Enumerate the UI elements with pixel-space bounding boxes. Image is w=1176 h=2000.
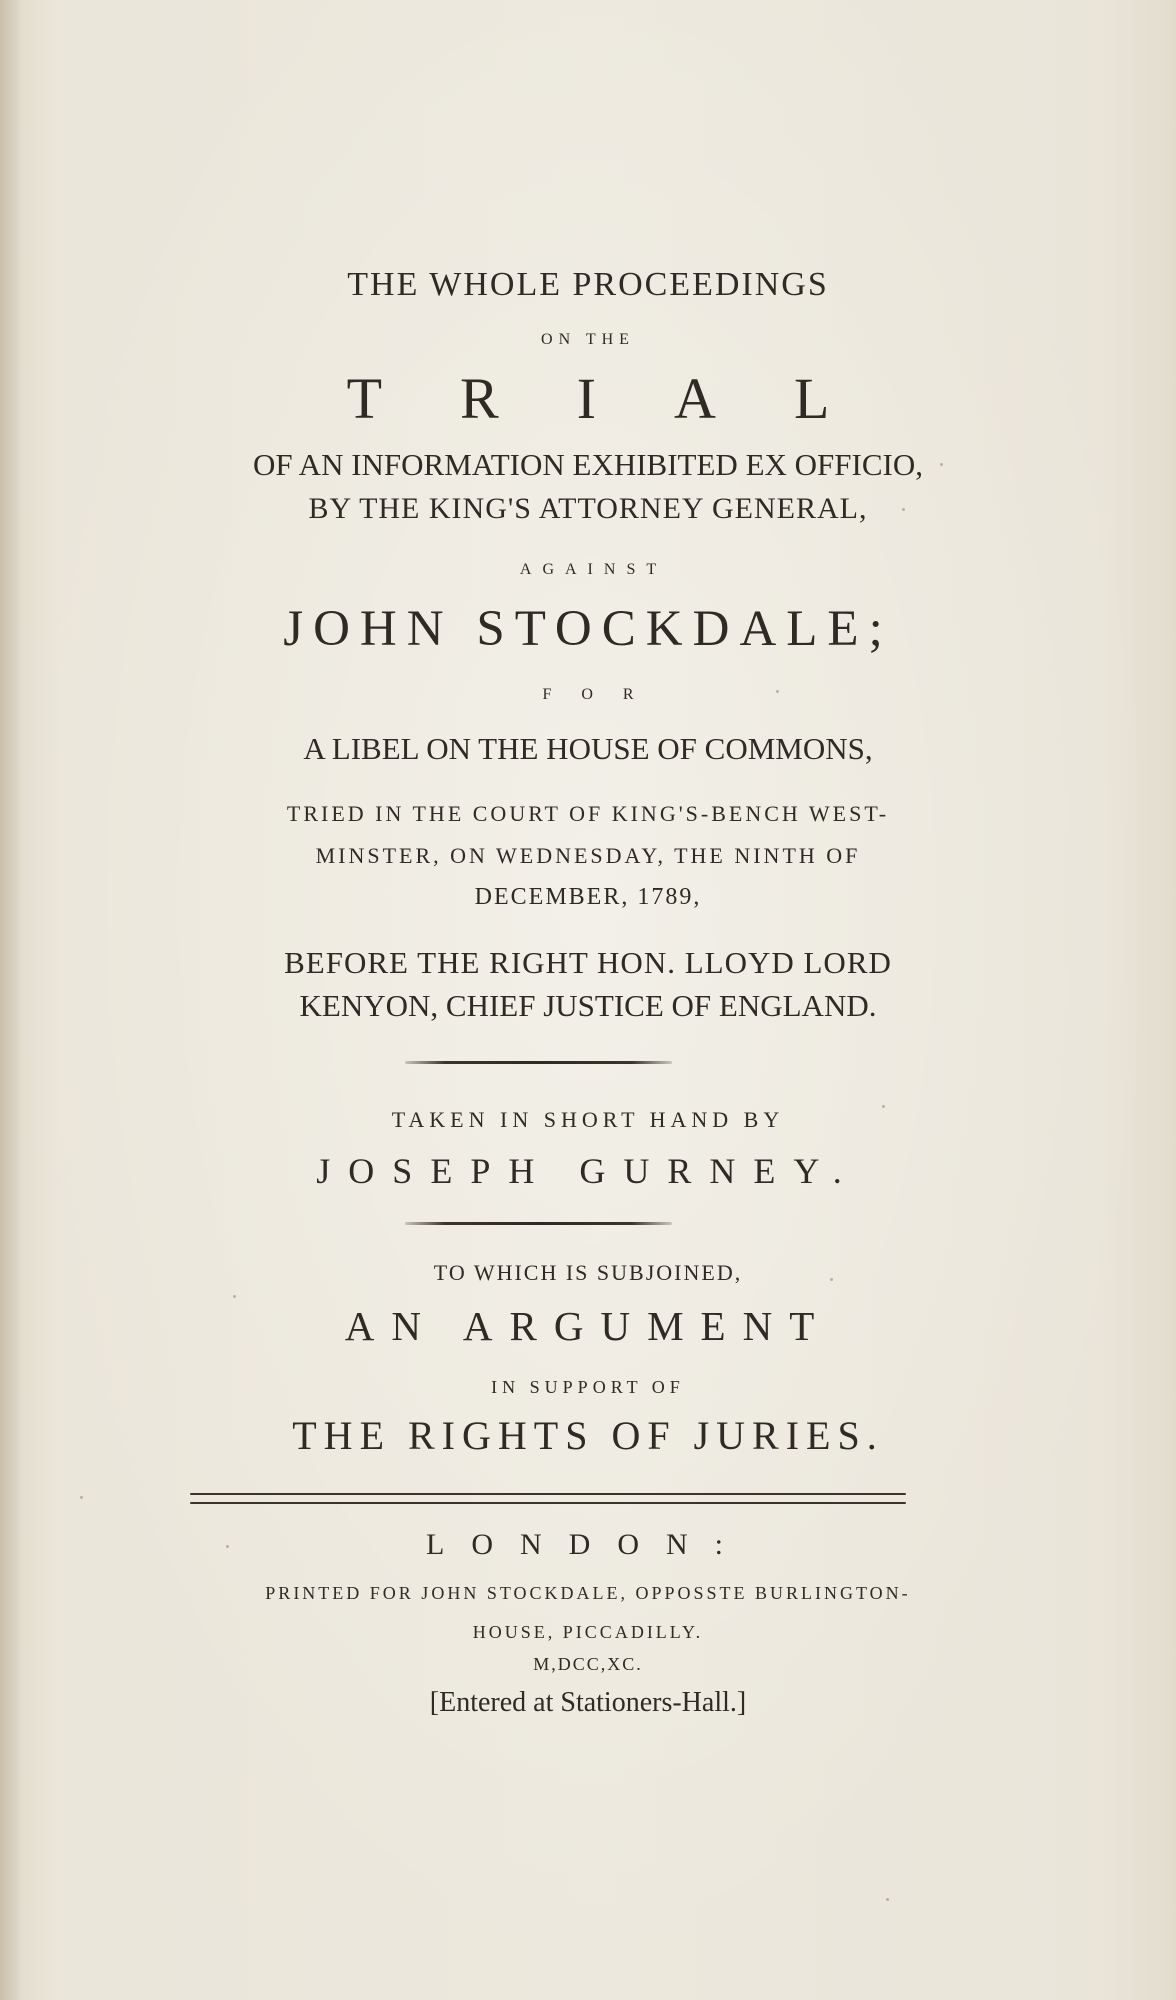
paper-speck bbox=[233, 1295, 236, 1298]
argument-heading: AN ARGUMENT bbox=[344, 1303, 832, 1349]
for-line: FOR bbox=[542, 686, 664, 703]
double-rule-bottom bbox=[190, 1502, 906, 1504]
entered-line: [Entered at Stationers-Hall.] bbox=[429, 1687, 747, 1718]
imprint-line-1: PRINTED FOR JOHN STOCKDALE, OPPOSSTE BURLINGTON- bbox=[265, 1583, 911, 1603]
tried-line-2: MINSTER, ON WEDNESDAY, THE NINTH OF bbox=[315, 843, 861, 868]
before-line-2: KENYON, CHIEF JUSTICE OF ENGLAND. bbox=[299, 988, 877, 1023]
ornamental-rule bbox=[405, 1222, 672, 1225]
title: THE WHOLE PROCEEDINGS bbox=[347, 266, 829, 303]
imprint-date: M,DCC,XC. bbox=[533, 1654, 643, 1674]
reporter-name: JOSEPH GURNEY. bbox=[316, 1151, 860, 1191]
rights-heading: THE RIGHTS OF JURIES. bbox=[292, 1413, 884, 1458]
tried-line-1: TRIED IN THE COURT OF KING'S-BENCH WEST- bbox=[286, 801, 890, 826]
paper-speck bbox=[882, 1105, 885, 1108]
trial-heading: TRIAL bbox=[346, 366, 908, 431]
in-support-line: IN SUPPORT OF bbox=[491, 1377, 685, 1397]
ornamental-rule bbox=[405, 1061, 672, 1064]
information-line-2: BY THE KING'S ATTORNEY GENERAL, bbox=[308, 492, 868, 525]
defendant-name: JOHN STOCKDALE; bbox=[283, 601, 893, 657]
paper-speck bbox=[886, 1898, 889, 1901]
information-line-1: OF AN INFORMATION EXHIBITED EX OFFICIO, bbox=[253, 447, 923, 482]
subjoined-line: TO WHICH IS SUBJOINED, bbox=[433, 1260, 743, 1285]
imprint-line-2: HOUSE, PICCADILLY. bbox=[472, 1622, 704, 1642]
against-line: AGAINST bbox=[519, 561, 668, 578]
paper-speck bbox=[80, 1496, 83, 1499]
imprint-city: LONDON: bbox=[426, 1528, 750, 1561]
tried-line-3: DECEMBER, 1789, bbox=[474, 884, 702, 910]
on-the-line: ON THE bbox=[541, 331, 635, 348]
libel-line: A LIBEL ON THE HOUSE OF COMMONS, bbox=[303, 731, 873, 766]
taken-line: TAKEN IN SHORT HAND BY bbox=[391, 1107, 785, 1132]
before-line-1: BEFORE THE RIGHT HON. LLOYD LORD bbox=[284, 945, 892, 980]
double-rule-top bbox=[190, 1493, 906, 1495]
